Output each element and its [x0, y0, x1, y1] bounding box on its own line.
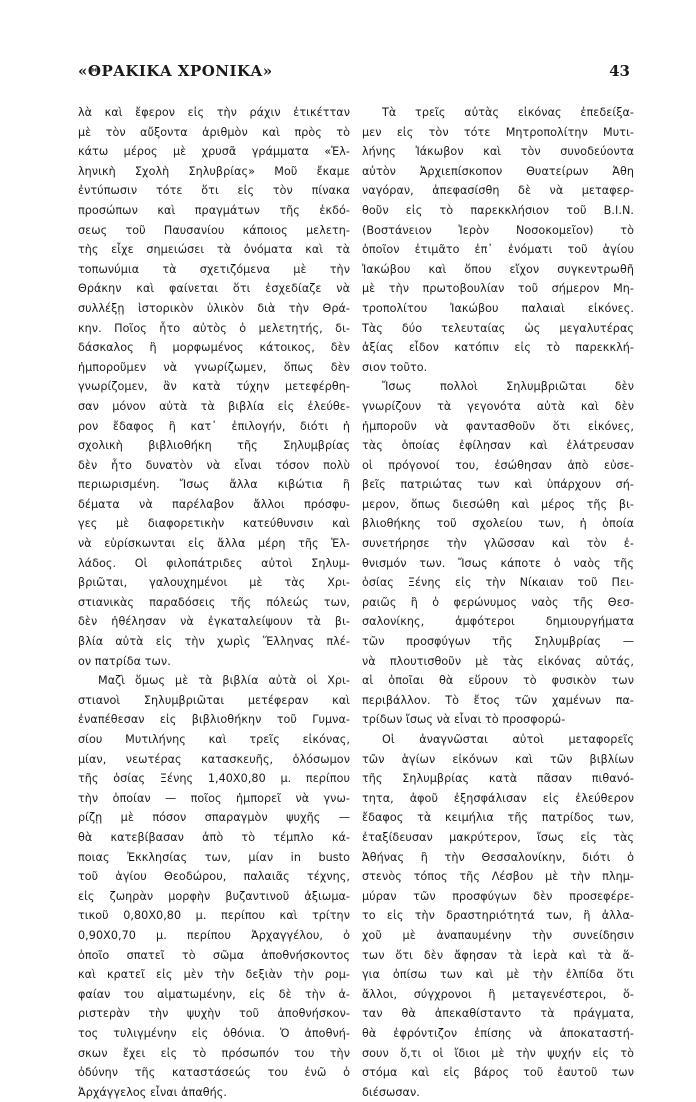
- text-line: δέματα νὰ παρέλαβον ἄλλοι πρόσφυ-: [78, 497, 350, 511]
- text-line: στόμα καὶ εἰς βάρος τοῦ ἑαυτοῦ των: [362, 1066, 634, 1080]
- text-line: στιανικὰς παραδόσεις τῆς πόλεώς των,: [78, 595, 350, 609]
- text-line: καὶ κρατεῖ εἰς μὲν τὴν δεξιὰν τὴν ρομ-: [78, 968, 350, 982]
- text-line: ὁποῖον ἐτιμᾶτο ἐπ᾽ ἐνόματι τοῦ ἁγίου: [362, 243, 634, 257]
- text-line: σαν μόνον αὐτὰ τὰ βιβλία εἰς ἐλεύθε-: [78, 399, 350, 413]
- text-line: τροπολίτου Ἰακώβου παλαιαὶ εἰκόνες.: [362, 301, 634, 315]
- text-line: συνετήρησε τὴν γλῶσσαν καὶ τὸν ἐ-: [362, 537, 634, 551]
- text-line: βεῖς πατριώτας των καὶ ὑπάρχουν σή-: [362, 478, 634, 492]
- text-line: σίου Μυτιλήνης καὶ τρεῖς εἰκόνας,: [78, 733, 350, 746]
- text-line: τὴν ὁποίαν — ποῖος ἠμπορεῖ νὰ γνω-: [78, 791, 350, 805]
- text-line: μερον, ὅπως διεσώθη καὶ μέρος τῆς βι-: [362, 497, 634, 511]
- text-line: κην. Ποῖος ἦτο αὐτὸς ὁ μελετητής, δι-: [78, 321, 350, 335]
- text-line: Ἰακώβου καὶ ὅπου εἴχον συγκεντρωθῆ: [362, 262, 634, 276]
- text-line: τῶν προσφύγων τῆς Σηλυμβρίας —: [362, 635, 634, 649]
- text-line: σκων ἔχει εἰς τὸ πρόσωπόν του τὴν: [78, 1046, 350, 1060]
- text-line: περιωρισμένη. Ἴσως ἄλλα κιβώτια ἢ: [78, 478, 350, 492]
- text-line: Μαζὶ ὅμως μὲ τὰ βιβλία αὐτὰ οἱ Χρι-: [98, 674, 350, 688]
- text-line: τὴς εἶχε σημειώσει τὰ ὀνόματα καὶ τὰ: [78, 243, 350, 257]
- text-line: τῶν ἁγίων εἰκόνων καὶ τῶν βιβλίων: [362, 752, 634, 766]
- text-line: μὲ τὴν πρωτοβουλίαν τοῦ σήμερον Μη-: [362, 282, 634, 296]
- text-line: ὀδύνην τῆς καταστάσεώς του ἐνῶ ὁ: [78, 1066, 350, 1080]
- text-line: λὰ καὶ ἔφερον εἰς τὴν ράχιν ἐτικέτταν: [78, 106, 350, 119]
- text-line: τῆς Σηλυμβρίας κατὰ πᾶσαν πιθανό-: [362, 772, 634, 786]
- text-line: (Βοστάνειον Ἱερὸν Νοσοκομεῖον) τὸ: [362, 223, 634, 237]
- text-line: τοπωνύμια τὰ σχετιζόμενα μὲ τὴν: [78, 262, 350, 276]
- text-line: γες μὲ διαφορετικὴν κατεύθυνσιν καὶ: [78, 517, 350, 531]
- text-line: ποιας Ἐκκλησίας των, μίαν in busto: [78, 850, 350, 864]
- text-line: αἱ ὁποῖαι θὰ εὕρουν τὸ φυσικὸν των: [362, 674, 634, 688]
- text-line: θοῦν εἰς τὸ παρεκκλήσιον τοῦ Β.Ι.Ν.: [362, 203, 634, 217]
- text-line: χοῦ μὲ ἀναπαυμένην τὴν συνείδησιν: [362, 928, 634, 942]
- text-line: ταν θὰ ἀπεκαθίσταντο τὰ πράγματα,: [362, 1007, 634, 1021]
- text-line: ἐταξίδευσαν μακρύτερον, ἴσως εἰς τὰς: [362, 830, 634, 844]
- text-line: τρίδων ἴσως νὰ εἶναι τὸ προσφορώ-: [362, 713, 566, 727]
- text-line: τικοῦ 0,80Χ0,80 μ. περίπου καὶ τρίτην: [78, 909, 350, 923]
- text-line: δὲν ἦτο δυνατὸν νὰ εἶναι τόσον πολὺ: [78, 458, 350, 472]
- text-line: θὰ ἐφρόντιζον ἐπίσης νὰ ἀποκαταστή-: [362, 1026, 634, 1040]
- text-line: μὲ τὸν αὔξοντα ἀριθμὸν καὶ πρὸς τὸ: [78, 125, 350, 139]
- text-line: σουν ὅ,τι οἱ ἴδιοι μὲ τὴν ψυχήν εἰς τὸ: [362, 1046, 634, 1060]
- journal-title: «ΘΡΑΚΙΚΑ ΧΡΟΝΙΚΑ»: [78, 62, 273, 80]
- text-line: για ὀπίσω των καὶ μὲ τὴν ἐλπίδα ὅτι: [362, 968, 634, 982]
- text-line: ληνικὴ Σχολὴ Σηλυβρίας» Μοῦ ἔκαμε: [78, 164, 350, 178]
- running-head: [78, 62, 630, 84]
- text-line: ἀξίας εἶδον κατόπιν εἰς τὸ παρεκκλή-: [362, 341, 634, 355]
- text-line: Θράκην καὶ φαίνεται ὅτι ἐσχεδίαζε νὰ: [78, 282, 350, 296]
- right-column: [362, 103, 634, 1102]
- text-line: βριῶται, γαλουχημένοι μὲ τὰς Χρι-: [78, 576, 350, 590]
- text-line: αὐτὸν Ἀρχιεπίσκοπον Θυατείρων Ἀθη: [362, 164, 634, 178]
- text-line: ἐντύπωσιν τότε ὅτι εἰς τὸν πίνακα: [78, 184, 350, 198]
- text-line: μεν εἰς τὸν τότε Μητροπολίτην Μυτι-: [362, 125, 634, 139]
- text-line: ἐναπέθεσαν εἰς βιβλιοθήκην τοῦ Γυμνα-: [78, 713, 350, 727]
- text-line: τὰς ὁποίας ἐφίλησαν καὶ ἐλάτρευσαν: [362, 439, 634, 453]
- text-line: τος τυλιγμένην εἰς ὀθόνια. Ὁ ἀποθνή-: [78, 1026, 350, 1040]
- text-line: μύραν τῶν προσφύγων δὲν προσεφέρε-: [362, 889, 634, 903]
- text-line: προσώπων καὶ πραγμάτων τῆς ἐκδό-: [78, 203, 350, 217]
- text-line: ἔδαφος τὰ κειμήλια τῆς πατρίδος των,: [362, 811, 634, 825]
- text-line: σιον τοῦτο.: [362, 360, 428, 374]
- text-line: ρον ἔδαφος ἢ κατ᾽ ἐπιλογήν, διότι ἡ: [78, 419, 350, 433]
- text-line: οἱ πρόγονοί του, ἐσώθησαν ἀπὸ εὐσε-: [362, 458, 634, 472]
- text-line: διέσωσαν.: [362, 1085, 420, 1099]
- text-line: στιανοὶ Σηλυμβριῶται μετέφεραν καὶ: [78, 693, 350, 707]
- text-line: μίαν, νεωτέρας κατασκευῆς, ὁλόσωμον: [78, 752, 350, 766]
- text-line: σεως τοῦ Παυσανίου κάποιος μελετη-: [78, 223, 350, 237]
- text-line: 0,90Χ0,70 μ. περίπου Ἀρχαγγέλου, ὁ: [78, 928, 350, 942]
- text-line: ἠμποροῦν νὰ φαντασθοῦν ὅτι εἰκόνες,: [362, 419, 634, 433]
- text-line: ραιῶς ἢ ὁ φερώνυμος ναὸς τῆς Θεσ-: [362, 595, 634, 609]
- text-line: περιβάλλον. Τὸ ἔτος τῶν χαμένων πα-: [362, 693, 634, 707]
- text-line: Ἀρχάγγελος εἶναι ἀπαθής.: [78, 1085, 228, 1099]
- text-line: σχολικὴ βιβλιοθήκη τῆς Σηλυμβρίας: [78, 439, 350, 453]
- text-line: τητα, ἀφοῦ ἐξησφάλισαν εἰς ἐλεύθερον: [362, 791, 634, 805]
- page-number: 43: [609, 62, 630, 80]
- left-column: [78, 103, 350, 1102]
- text-line: ἠμποροῦμεν νὰ γνωρίζωμεν, ὅπως δὲν: [78, 360, 350, 374]
- text-line: τοῦ ἁγίου Θεοδώρου, παλαιᾶς τέχνης,: [78, 870, 350, 884]
- text-line: νὰ πλουτισθοῦν μὲ τὰς εἰκόνας αὐτάς,: [362, 654, 634, 668]
- text-line: βλία αὐτὰ εἰς τὴν χωρὶς Ἕλληνας πλέ-: [78, 635, 350, 649]
- text-line: γνωρίζουν τὰ γεγονότα αὐτὰ καὶ δὲν: [362, 399, 634, 413]
- text-line: θὰ κατεβίβασαν ἀπὸ τὸ τέμπλο κά-: [78, 830, 350, 844]
- text-line: Ἴσως πολλοὶ Σηλυμβριῶται δὲν: [382, 380, 634, 394]
- text-line: σαλονίκης, ἀμφότεροι δημιουργήματα: [362, 615, 634, 629]
- text-line: δὲν ἠθέλησαν νὰ ἐγκαταλείψουν τὰ βι-: [78, 615, 350, 629]
- text-line: ὁσίας Ξένης εἰς τὴν Νίκαιαν τοῦ Πει-: [362, 576, 634, 590]
- text-line: ον πατρίδα των.: [78, 654, 171, 668]
- text-line: δάσκαλος ἢ μορφωμένος κάτοικος, δὲν: [78, 341, 350, 355]
- text-line: ριστερὰν τὴν ψυχὴν τοῦ ἀποθνήσκον-: [78, 1007, 350, 1021]
- text-line: νὰ εὑρίσκωνται εἰς ἄλλα μέρη τῆς Ἑλ-: [78, 537, 350, 551]
- text-line: Τὰς δύο τελευταίας ὡς μεγαλυτέρας: [362, 321, 634, 335]
- text-line: συλλέξῃ ἱστορικὸν ὑλικὸν διὰ τὴν Θρά-: [78, 301, 350, 315]
- text-line: το εἰς τὴν δραστηριότητά των, ἢ ἀλλα-: [362, 909, 634, 923]
- text-line: κάτω μέρος μὲ χρυσᾶ γράμματα «Ἑλ-: [78, 145, 350, 159]
- text-line: ναγόραν, ἀπεφασίσθη δὲ νὰ μεταφερ-: [362, 184, 634, 198]
- text-line: των ὅτι δὲν ἄφησαν τὰ ἱερὰ καὶ τὰ ἅ-: [362, 948, 634, 962]
- text-line: Τὰ τρεῖς αὐτὰς εἰκόνας ἐπεδείξα-: [382, 106, 634, 119]
- text-line: θνισμόν των. Ἴσως κάποτε ὁ ναὸς τῆς: [362, 556, 634, 570]
- text-line: γνωρίζομεν, ἂν κατὰ τύχην μετεφέρθη-: [78, 380, 350, 394]
- text-line: λήνης Ἰάκωβον καὶ τὸν συνοδεύοντα: [362, 145, 634, 159]
- text-line: εἰς ζωηρὰν μορφὴν βυζαντινοῦ ἀξιωμα-: [78, 889, 350, 903]
- text-line: στενὸς τόπος τῆς Λέσβου μὲ τὴν πλημ-: [362, 870, 634, 884]
- text-line: λάδος. Οἱ φιλοπάτριδες αὐτοὶ Σηλυμ-: [78, 556, 350, 570]
- text-columns: [78, 103, 634, 1102]
- text-line: βλιοθήκης τοῦ σχολείου των, ἡ ὁποία: [362, 517, 634, 531]
- text-line: ἄλλοι, σύγχρονοι ἢ μεταγενέστεροι, ὅ-: [362, 987, 634, 1001]
- text-line: ρίζῃ μὲ πόσον σπαραγμὸν ψυχῆς —: [78, 811, 350, 825]
- text-line: ὁποῖο σπατεῖ τὸ σῶμα ἀποθνήσκοντος: [78, 948, 350, 962]
- text-line: Οἱ ἀναγνῶσται αὐτοὶ μεταφορεῖς: [382, 733, 634, 746]
- text-line: τῆς ὁσίας Ξένης 1,40Χ0,80 μ. περίπου: [78, 772, 350, 786]
- text-line: φαίαν του αἱματωμένην, εἰς δὲ τὴν ἀ-: [78, 987, 350, 1001]
- text-line: Ἀθήνας ἢ τὴν Θεσσαλονίκην, διότι ὁ: [362, 850, 634, 864]
